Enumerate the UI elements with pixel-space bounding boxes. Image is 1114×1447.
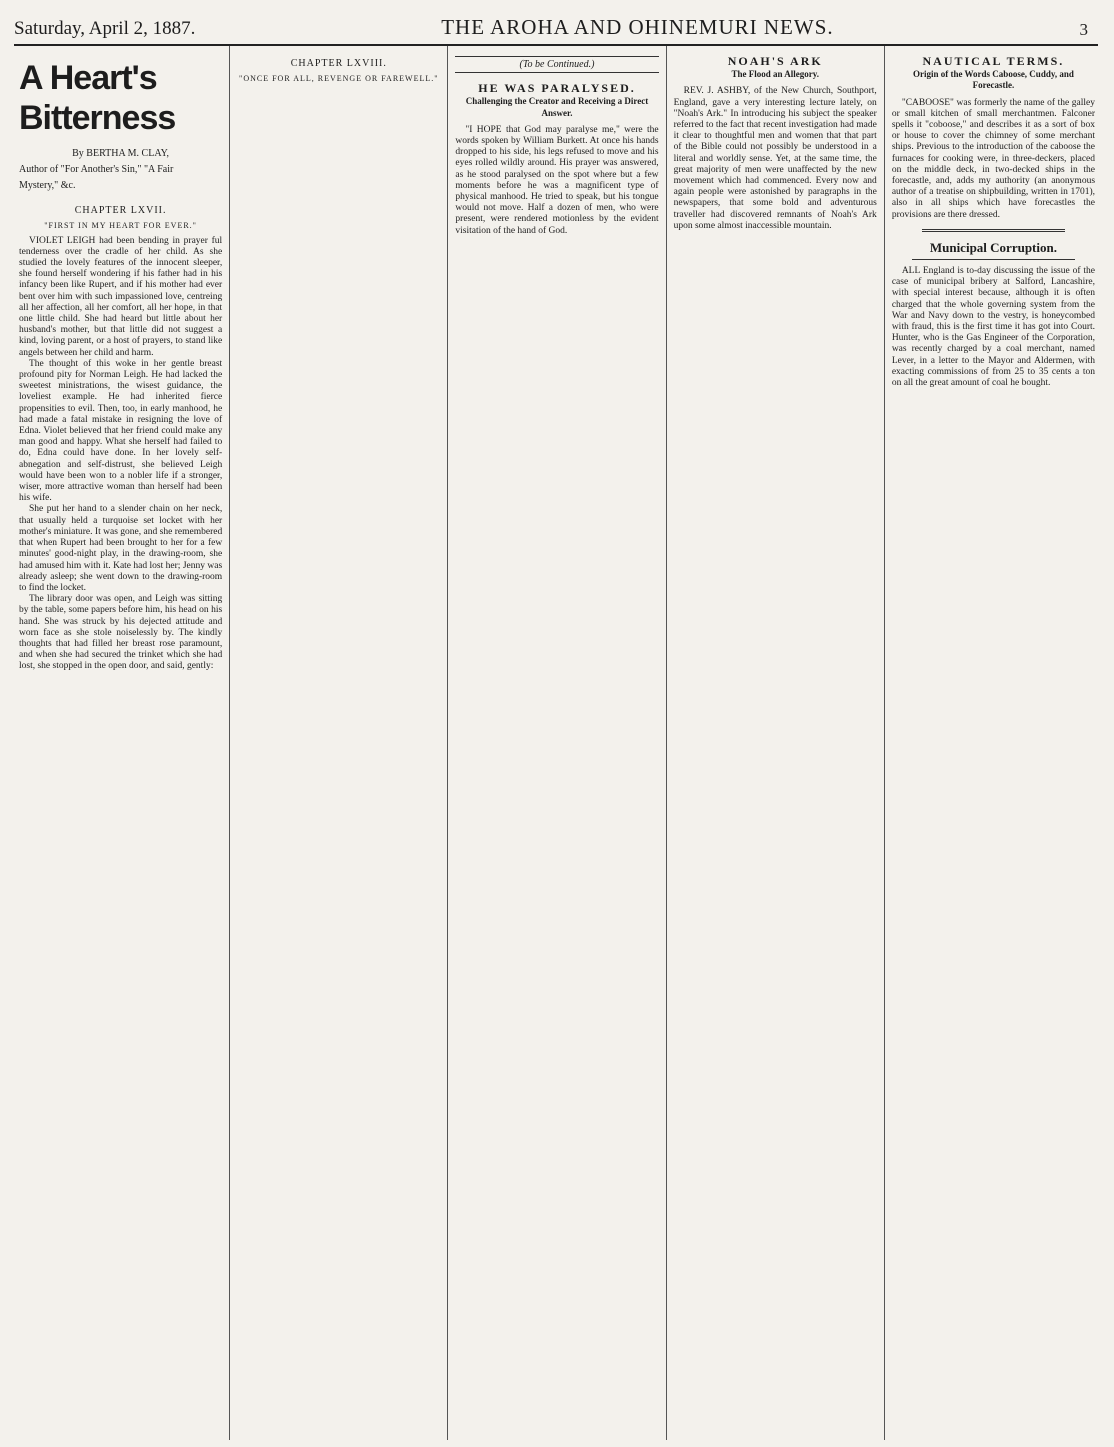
noah-body: REV. J. ASHBY, of the New Church, Southport, England, gave a very interesting lecture lately, on "Noah's Ark." In introducing his subject the speaker referred to the fact that recent investigation had made it clear to thoughtful men and women that that part of the Bible could not possibly be understood in a literal and worldly sense. Yet, at the same time, the great majority of men were unaffected by the new movement which had commenced. Every now and again people were astonished by paragraphs in the newspapers, that some bold and adventurous traveller had discovered remnants of Noah's Ark upon some almost inaccessible mountain. — [673, 86, 877, 231]
columns — [12, 46, 1102, 1440]
paralysed-body: "I HOPE that God may paralyse me," were the words spoken by William Burkett. At once his hands dropped to his side, his legs refused to move and his eyes rolled wildly around. His prayer was answered, as he stood paralysed on the spot where but a few moments before he was a magnificent type of physical manhood. He tried to speak, but his tongue would not move. Half a dozen of men, who were present, were rendered motionless by the evident visitation of the hand of God. — [455, 124, 659, 236]
municipal-headline: Municipal Corruption. — [929, 239, 1057, 255]
paralysed-subhead: Challenging the Creator and Receiving a Direct Answer. — [465, 96, 649, 118]
column-5 — [884, 46, 1102, 1440]
newspaper-title: THE AROHA AND OHINEMURI NEWS. — [441, 15, 834, 39]
serial-credit-line-2: Mystery," &c. — [19, 180, 76, 192]
column-3 — [447, 46, 665, 1440]
municipal-rule — [912, 259, 1075, 260]
masthead — [14, 10, 1098, 46]
serial-paragraph-3: She put her hand to a slender chain on her neck, that usually held a turquoise set locket with her mother's miniature. It was gone, and she remembered that when Rupert had been brought to her for a few minutes' good-night play, in the drawing-room, she had amused him with it. Kate had lost her; Jenny was already asleep; she went down to the drawing-room to find the locket. — [19, 504, 223, 593]
page-number: 3 — [1079, 20, 1088, 39]
serial-credit-line-1: Author of "For Another's Sin," "A Fair — [19, 164, 174, 176]
serial-paragraph-2: The thought of this woke in her gentle breast profound pity for Norman Leigh. He had lacked the sweetest ministrations, the wisest guidance, the loveliest example. He had inherited fierce propensities to evil. Then, too, in early manhood, he had made a fatal mistake in resigning the love of Edna. Violet believed that her friend could make any man good and happy. What she herself had failed to do, Edna could have done. In her lovely self-abnegation and self-distrust, she believed Leigh would have been won to a nobler life if a stronger, wiser, more attractive woman than herself had been his wife. — [19, 358, 223, 504]
issue-date: Saturday, April 2, 1887. — [14, 18, 196, 39]
serial-title: A Heart's Bitterness — [19, 59, 176, 137]
column-1 — [12, 46, 229, 1440]
section-divider — [922, 229, 1065, 232]
serial-paragraph-1: VIOLET LEIGH had been bending in prayer ful tenderness over the cradle of her child. As she studied the lovely features of the innocent sleeper, she found herself wondering if his father had in his infancy been like Rupert, and if his mother had ever bent over him with such impassioned love, centreing all her affection, all her comfort, all her hope, in that one little child. She had heard but little about her husband's mother, but that little did not suggest a kind, loving parent, or a host of prayers, to stand like angels between her child and harm. — [19, 235, 223, 358]
paralysed-headline: HE WAS PARALYSED. — [478, 81, 636, 96]
municipal-body: ALL England is to-day discussing the issue of the case of municipal bribery at Salford, Lancashire, with special interest because, although it is often charged that the whole governing system from the War and Navy down to the vestry, is honeycombed with fraud, this is the first time it has got into Court. Hunter, who is the Gas Engineer of the Corporation, was recently charged by a coal merchant, named Lever, in a letter to the Mayor and Aldermen, with exacting commissions of from 25 to 35 cents a ton on all the great amount of coal he bought. — [891, 266, 1096, 389]
column-4 — [666, 46, 884, 1440]
to-be-continued: (To be Continued.) — [455, 56, 658, 73]
nautical-headline: NAUTICAL TERMS. — [922, 54, 1065, 68]
chapter-epigraph-2: "ONCE FOR ALL, REVENGE OR FAREWELL." — [239, 74, 439, 84]
chapter-heading-1: CHAPTER LXVII. — [74, 205, 167, 217]
nautical-body: "CABOOSE" was formerly the name of the galley or small kitchen of small merchantmen. Falconer spells it "coboose," and describes it as a sort of box or house to cover the chimney of some merchant ships. Previous to the introduction of the caboose the furnaces for cooking were, in three-deckers, placed on the middle deck, in two-decked ships in the forecastle, and, adds my authority (an anonymous author of a treatise on shipbuilding, written in 1701), also in all ships which have forecastles the provisions are there dressed. — [891, 97, 1096, 220]
noah-subhead: The Flood an Allegory. — [731, 69, 819, 80]
serial-byline: By BERTHA M. CLAY, — [72, 148, 170, 159]
column-2 — [229, 46, 447, 1440]
chapter-epigraph-1: "FIRST IN MY HEART FOR EVER." — [44, 221, 197, 231]
nautical-subhead: Origin of the Words Caboose, Cuddy, and Forecastle. — [912, 69, 1074, 91]
chapter-heading-2: CHAPTER LXVIII. — [290, 58, 387, 69]
noah-headline: NOAH'S ARK — [727, 54, 823, 68]
serial-paragraph-4: The library door was open, and Leigh was sitting by the table, some papers before him, his head on his hand. She was struck by his dejected attitude and worn face as she stole noiselessly by. The kindly thoughts that had filled her breast rose paramount, and when she had secured the trinket which she had lost, she stopped in the open door, and said, gently: — [19, 594, 223, 672]
